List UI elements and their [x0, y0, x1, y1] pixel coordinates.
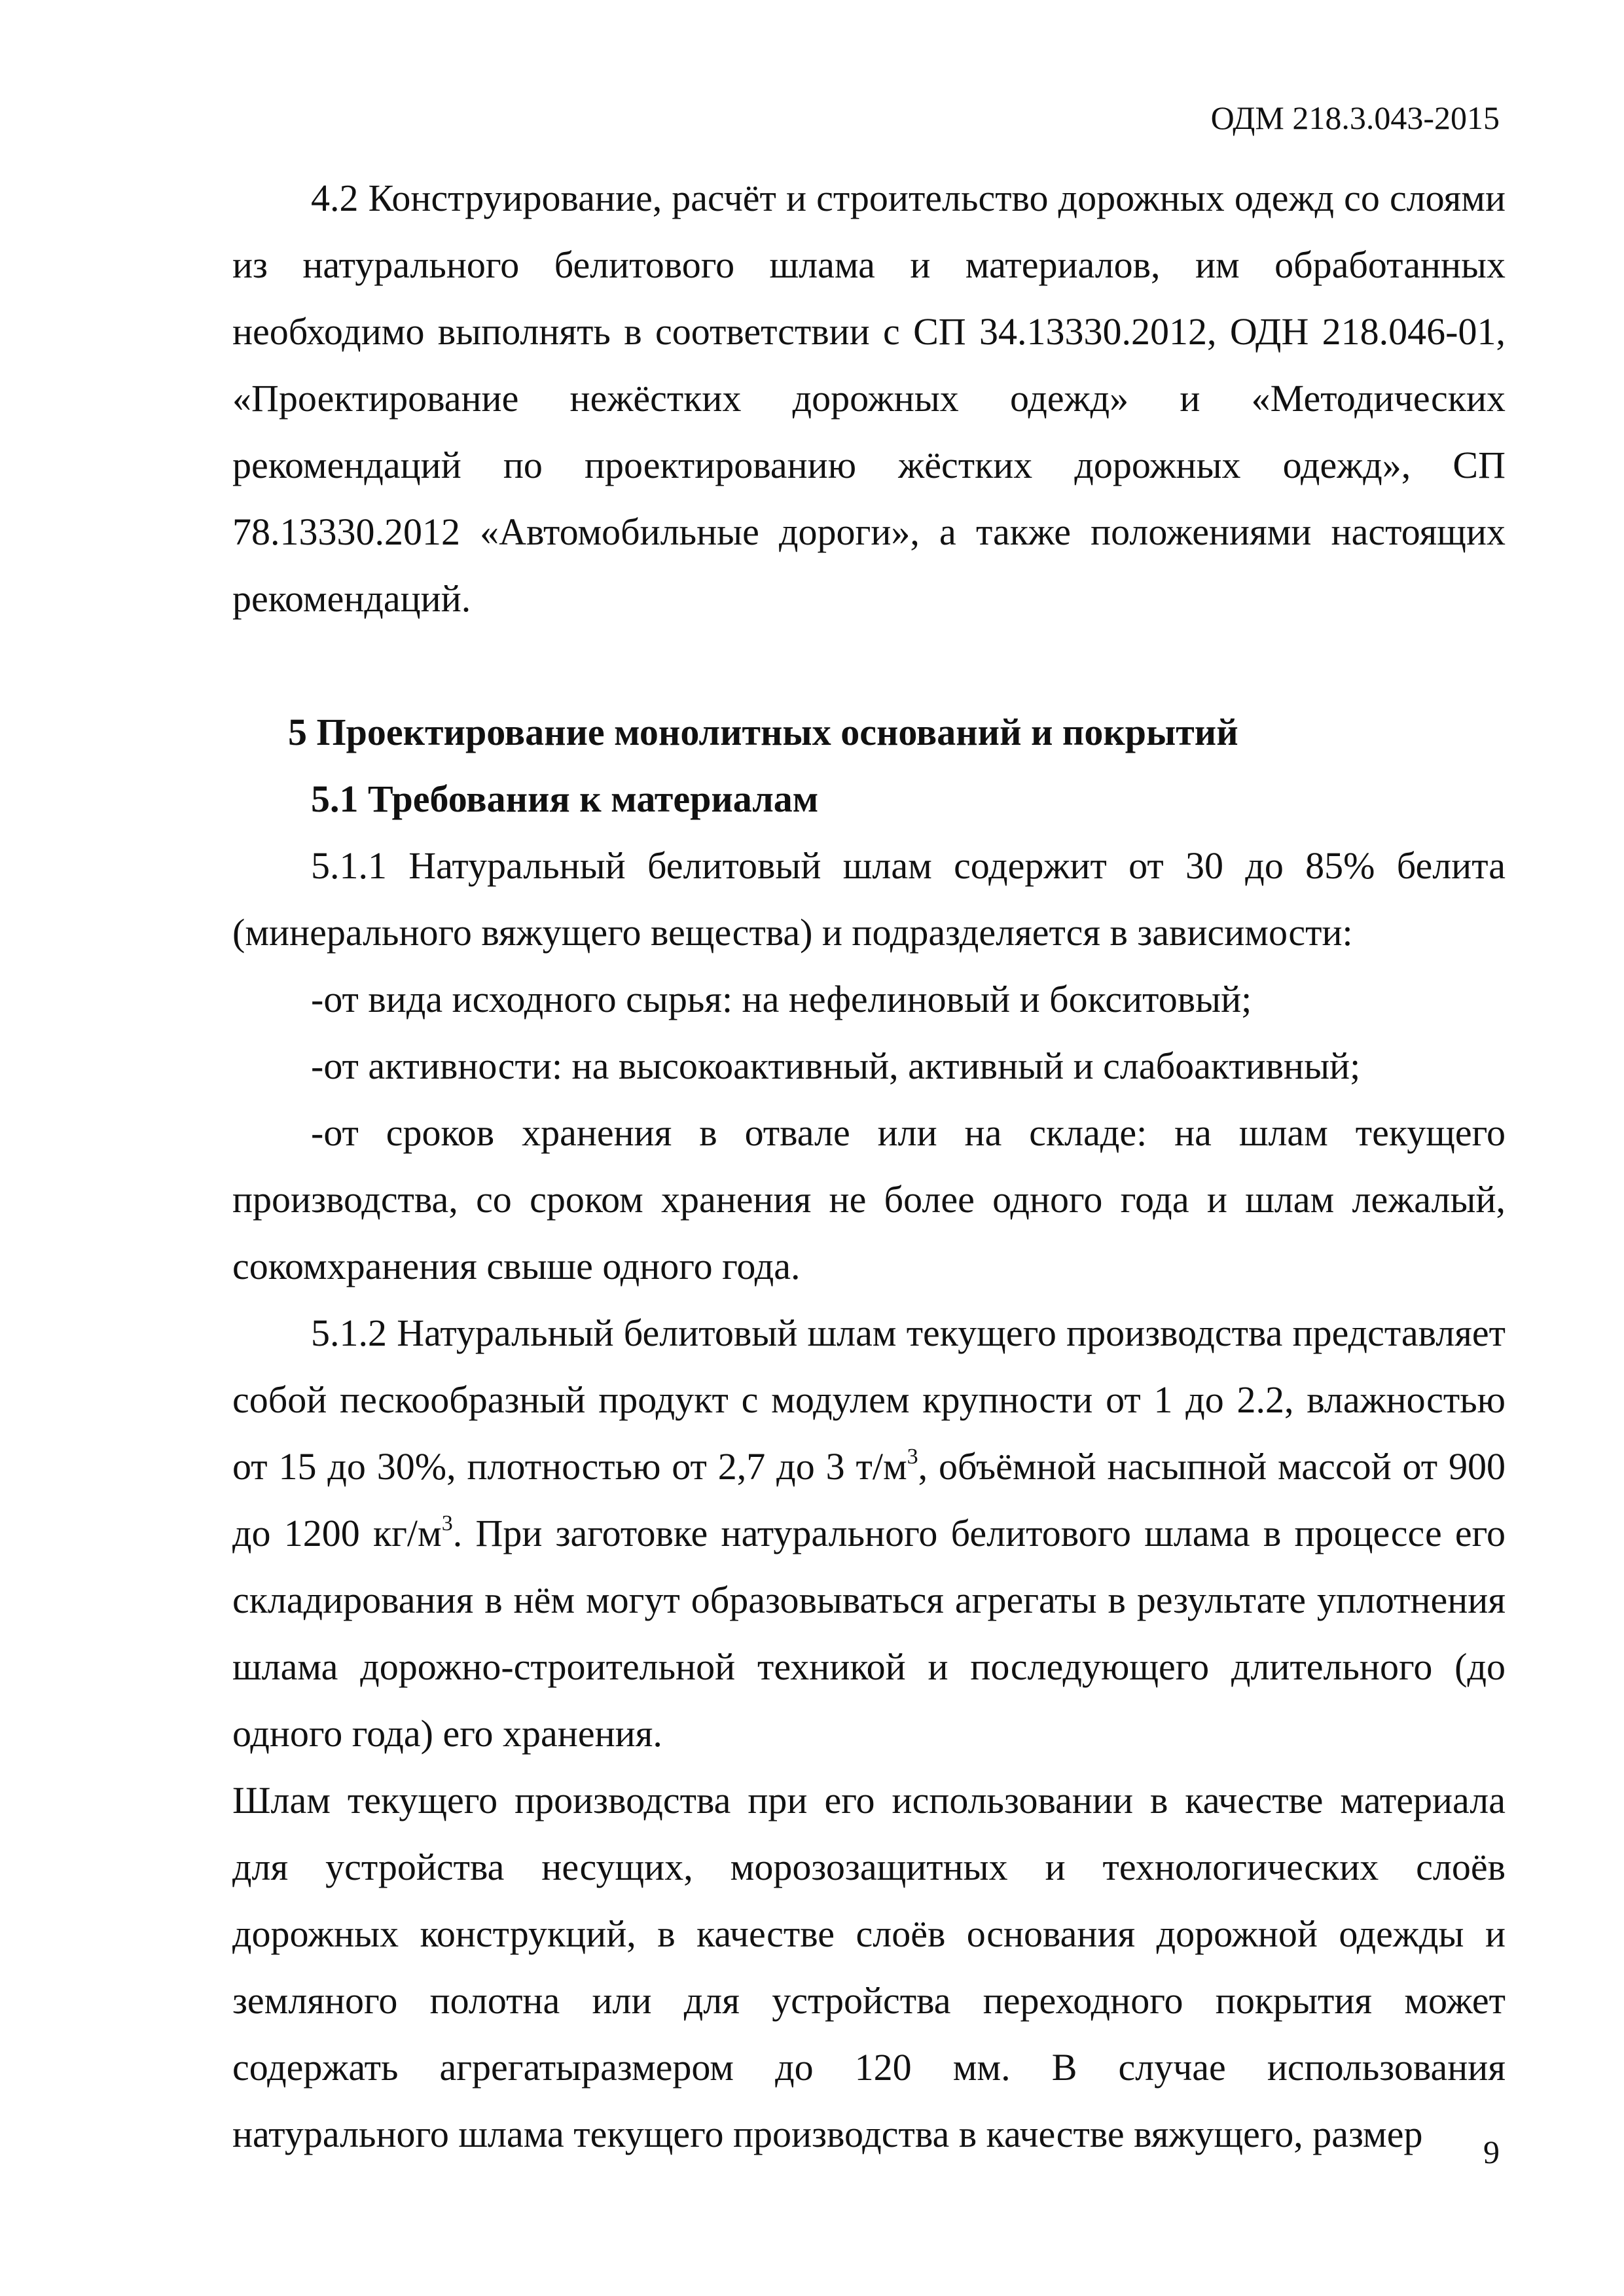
body-text [232, 165, 1506, 2168]
list-item-activity: -от активности: на высокоактивный, активный и слабоактивный; [311, 1045, 1361, 1087]
superscript-cubic: 3 [907, 1444, 918, 1469]
paragraph-4-2: 4.2 Конструирование, расчёт и строительство дорожных одежд со слоями из натурального белитового шлама и материалов, им обработанных необходимо выполнять в соответствии с СП 34.13330.2012, ОДН 218.046-01, «Проектирование нежёстких дорожных одежд» и «Методических рекомендаций по проектированию жёстких дорожных одежд», СП 78.13330.2012 «Автомобильные дороги», а также положениями настоящих рекомендаций. [232, 177, 1506, 620]
paragraph-5-1-2-part2: , объёмной насыпной массой от 900 до 1200 кг/м [232, 1445, 1506, 1554]
subsection-5-1-heading: 5.1 Требования к материалам [311, 778, 819, 820]
paragraph-5-1-2 [232, 1300, 1506, 1767]
list-item-storage: -от сроков хранения в отвале или на складе: на шлам текущего производства, со сроком хранения не более одного года и шлам лежалый, сокомхранения свыше одного года. [232, 1111, 1506, 1287]
section-spacer [232, 632, 1506, 699]
section-5-heading: 5 Проектирование монолитных оснований и покрытий [288, 711, 1238, 753]
paragraph-5-1-2-part1: 5.1.2 Натуральный белитовый шлам текущего производства представляет собой пескообразный продукт с модулем крупности от 1 до 2.2, влажностью от 15 до 30%, плотностью от 2,7 до 3 т/м [232, 1312, 1506, 1488]
paragraph-5-1-2-part3: . При заготовке натурального белитового шлама в процессе его складирования в нём могут образовываться агрегаты в результате уплотнения шлама дорожно-строительной техникой и последующего длительного (до одного года) его хранения. [232, 1512, 1506, 1755]
paragraph-5-1-1: 5.1.1 Натуральный белитовый шлам содержит от 30 до 85% белита (минерального вяжущего вещества) и подразделяется в зависимости: [232, 844, 1506, 954]
paragraph-current-production: Шлам текущего производства при его использовании в качестве материала для устройства несущих, морозозащитных и технологических слоёв дорожных конструкций, в качестве слоёв основания дорожной одежды и земляного полотна или для устройства переходного покрытия может содержать агрегатыразмером до 120 мм. В случае использования натурального шлама текущего производства в качестве вяжущего, размер [232, 1779, 1506, 2155]
document-code: ОДМ 218.3.043-2015 [1210, 99, 1500, 136]
page-number: 9 [1483, 2134, 1500, 2170]
list-item-raw-material: -от вида исходного сырья: на нефелиновый и бокситовый; [311, 978, 1252, 1020]
superscript-cubic: 3 [441, 1511, 453, 1535]
